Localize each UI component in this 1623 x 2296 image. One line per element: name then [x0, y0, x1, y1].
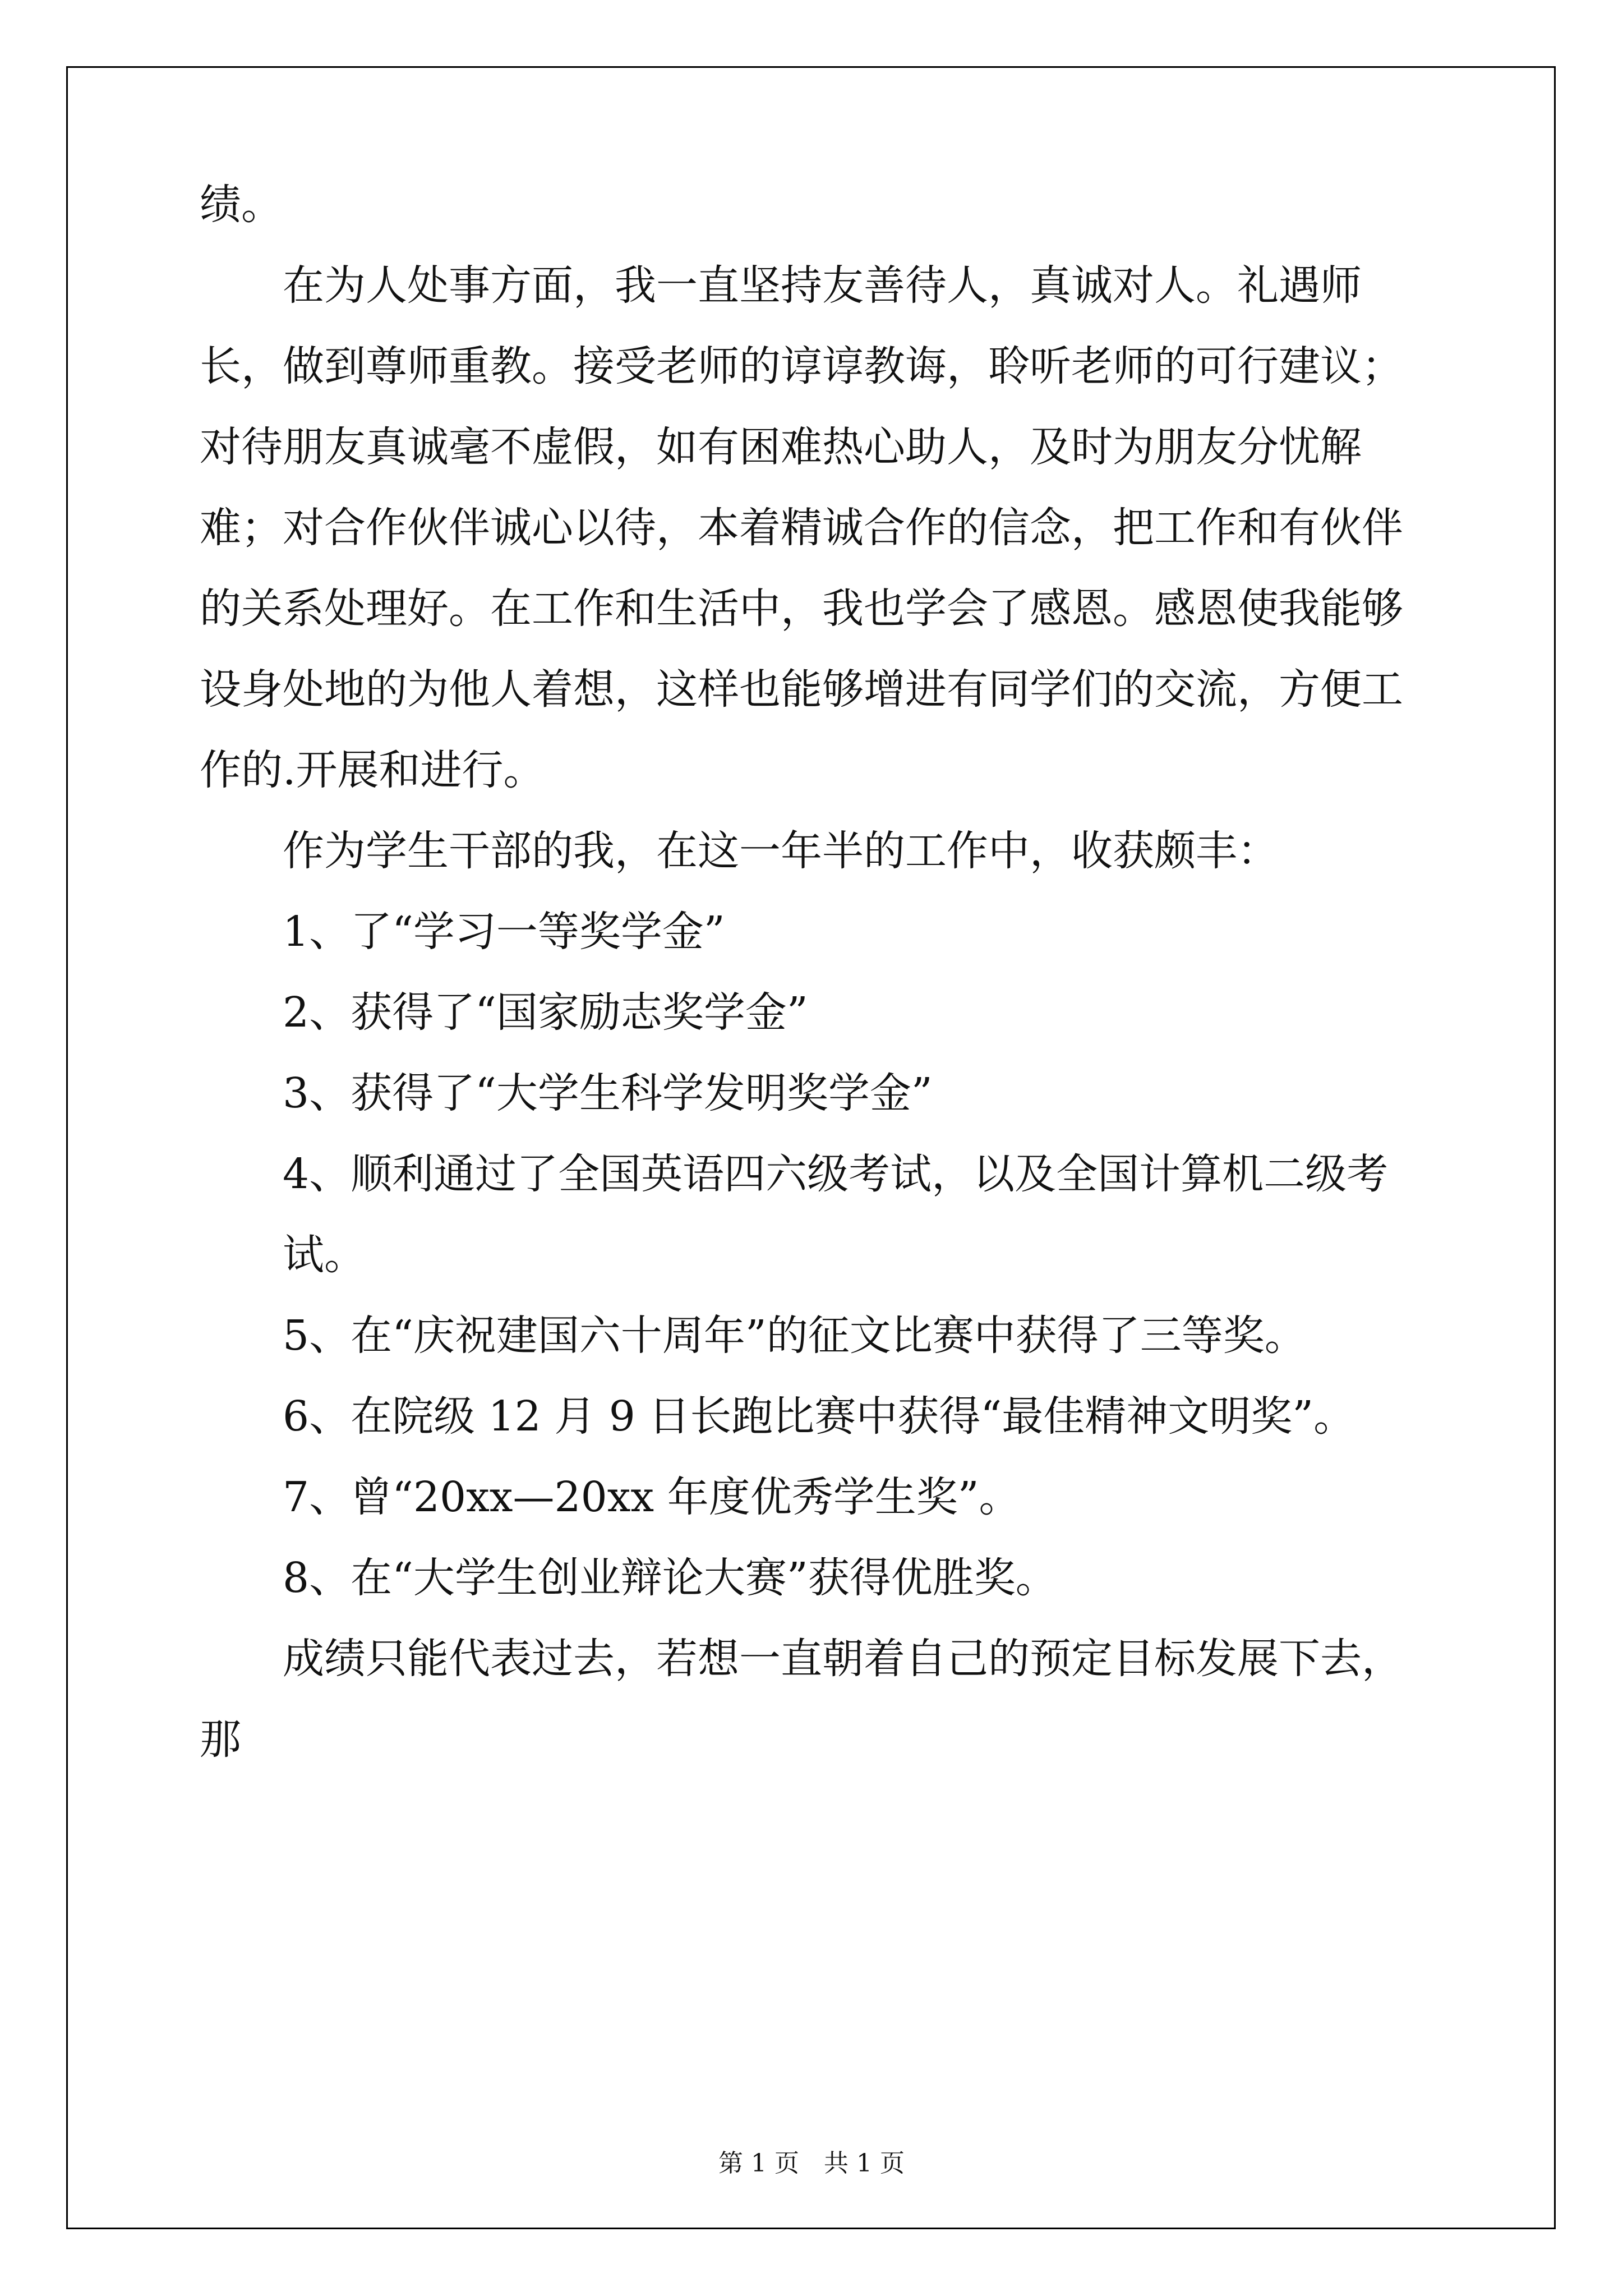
paragraph-continuation: 绩。	[200, 181, 283, 229]
paragraph-conclusion: 成绩只能代表过去，若想一直朝着自己的预定目标发展下去，那	[200, 1635, 1403, 1764]
paragraph-achievements-intro: 作为学生干部的我，在这一年半的工作中，收获颇丰：	[283, 827, 1279, 875]
page-footer: 第 1 页 共 1 页	[718, 2149, 905, 2178]
list-item-3: 3、获得了“大学生科学发明奖学金”	[283, 1069, 933, 1117]
list-item-4: 4、顺利通过了全国英语四六级考试，以及全国计算机二级考试。	[283, 1150, 1389, 1279]
list-item-6: 6、在院级 12 月 9 日长跑比赛中获得“最佳精神文明奖”。	[283, 1392, 1355, 1441]
list-item-2: 2、获得了“国家励志奖学金”	[283, 988, 808, 1037]
list-item-5: 5、在“庆祝建国六十周年”的征文比赛中获得了三等奖。	[283, 1312, 1306, 1360]
list-item-8: 8、在“大学生创业辩论大赛”获得优胜奖。	[283, 1554, 1057, 1602]
list-item-7: 7、曾“20xx—20xx 年度优秀学生奖”。	[283, 1473, 1021, 1521]
list-item-1: 1、了“学习一等奖学金”	[283, 908, 725, 956]
document-body	[200, 164, 1433, 1780]
paragraph-conduct: 在为人处事方面，我一直坚持友善待人，真诚对人。礼遇师长，做到尊师重教。接受老师的谆谆教诲，聆听老师的可行建议；对待朋友真诚毫不虚假，如有困难热心助人，及时为朋友分忧解难；对合作伙伴诚心以待，本着精诚合作的信念，把工作和有伙伴的关系处理好。在工作和生活中，我也学会了感恩。感恩使我能够设身处地的为他人着想，这样也能够增进有同学们的交流，方便工作的.开展和进行。	[200, 261, 1403, 794]
